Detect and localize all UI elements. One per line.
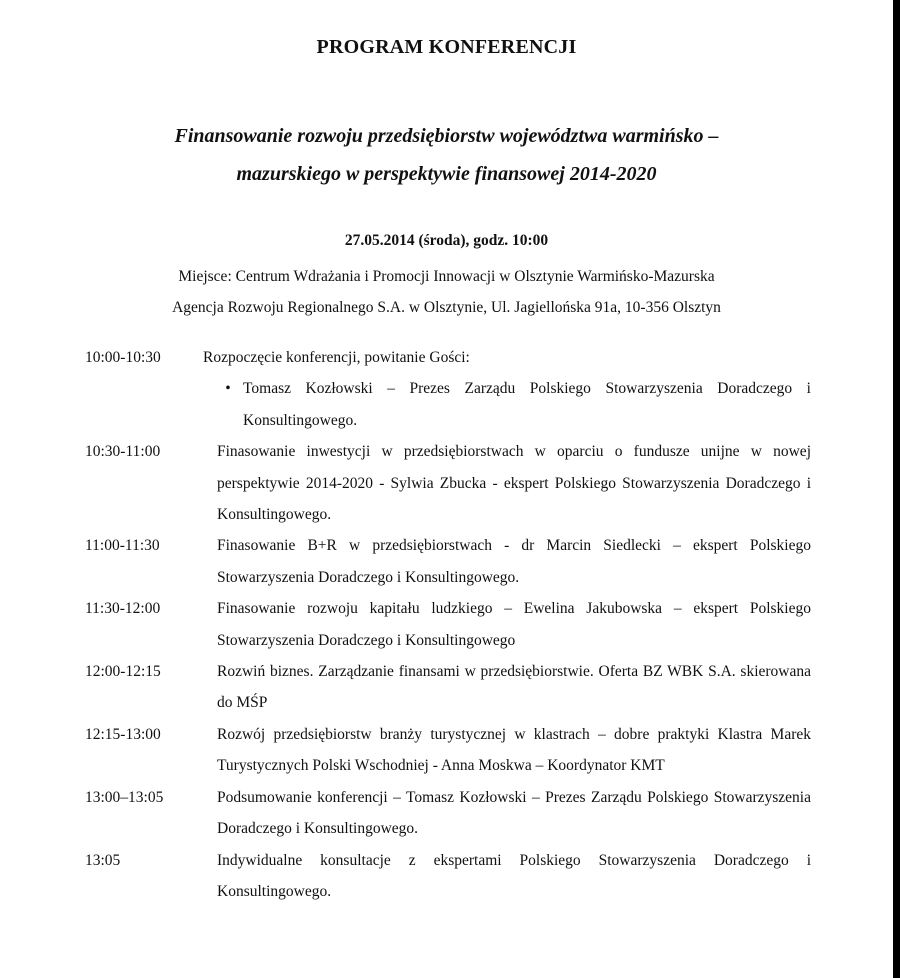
agenda-item [85,593,811,656]
agenda-item [85,436,811,530]
agenda-bullet-text: Tomasz Kozłowski – Prezes Zarządu Polskiego Stowarzyszenia Doradczego i Konsultingowego. [243,380,811,429]
agenda-description: Rozpoczęcie konferencji, powitanie Gości: [203,349,470,366]
date-line: 27.05.2014 (środa), godz. 10:00 [344,232,549,249]
subtitle-line-1: Finansowanie rozwoju przedsiębiorstw województwa warmińsko – [174,125,719,147]
venue-line-2: Agencja Rozwoju Regionalnego S.A. w Olsztynie, Ul. Jagiellońska 91a, 10-356 Olsztyn [172,299,721,316]
agenda-description: Finasowanie inwestycji w przedsiębiorstwach w oparciu o fundusze unijne w nowej perspektywie 2014-2020 - Sylwia Zbucka - ekspert Polskiego Stowarzyszenia Doradczego i Konsultingowego. [217,443,811,524]
venue-info [60,261,833,323]
agenda-time: 12:15-13:00 [85,725,161,743]
bullet-icon: • [225,380,231,398]
agenda-item [85,782,811,845]
conference-subtitle [60,117,833,193]
venue-line-1: Miejsce: Centrum Wdrażania i Promocji Innowacji w Olsztynie Warmińsko-Mazurska [178,268,715,285]
agenda-time: 13:00–13:05 [85,788,164,806]
page-title: PROGRAM KONFERENCJI [316,36,577,58]
subtitle-line-2: mazurskiego w perspektywie finansowej 2014-2020 [236,163,657,185]
agenda-description: Rozwiń biznes. Zarządzanie finansami w przedsiębiorstwie. Oferta BZ WBK S.A. skierowana do MŚP [217,663,811,712]
agenda-description: Rozwój przedsiębiorstw branży turystycznej w klastrach – dobre praktyki Klastra Marek Turystycznych Polski Wschodniej - Anna Moskwa – Koordynator KMT [217,725,811,775]
agenda [85,342,811,907]
agenda-time: 10:00-10:30 [85,349,161,366]
agenda-time: 10:30-11:00 [85,443,161,461]
agenda-bullet-item [85,373,811,436]
agenda-description: Finasowanie rozwoju kapitału ludzkiego – Ewelina Jakubowska – ekspert Polskiego Stowarzyszenia Doradczego i Konsultingowego [217,600,811,649]
agenda-item [85,719,811,782]
agenda-item [85,845,811,908]
agenda-item [85,342,811,373]
agenda-description: Indywidualne konsultacje z ekspertami Polskiego Stowarzyszenia Doradczego i Konsultingowego. [217,851,811,900]
agenda-description: Finasowanie B+R w przedsiębiorstwach - dr Marcin Siedlecki – ekspert Polskiego Stowarzyszenia Doradczego i Konsultingowego. [217,537,811,586]
agenda-time: 12:00-12:15 [85,663,161,681]
agenda-time: 13:05 [85,851,121,869]
agenda-time: 11:00-11:30 [85,537,160,555]
agenda-description: Podsumowanie konferencji – Tomasz Kozłowski – Prezes Zarządu Polskiego Stowarzyszenia Doradczego i Konsultingowego. [217,788,811,838]
agenda-item [85,656,811,719]
agenda-item [85,530,811,593]
page-edge-border [893,0,900,978]
agenda-time: 11:30-12:00 [85,600,161,618]
